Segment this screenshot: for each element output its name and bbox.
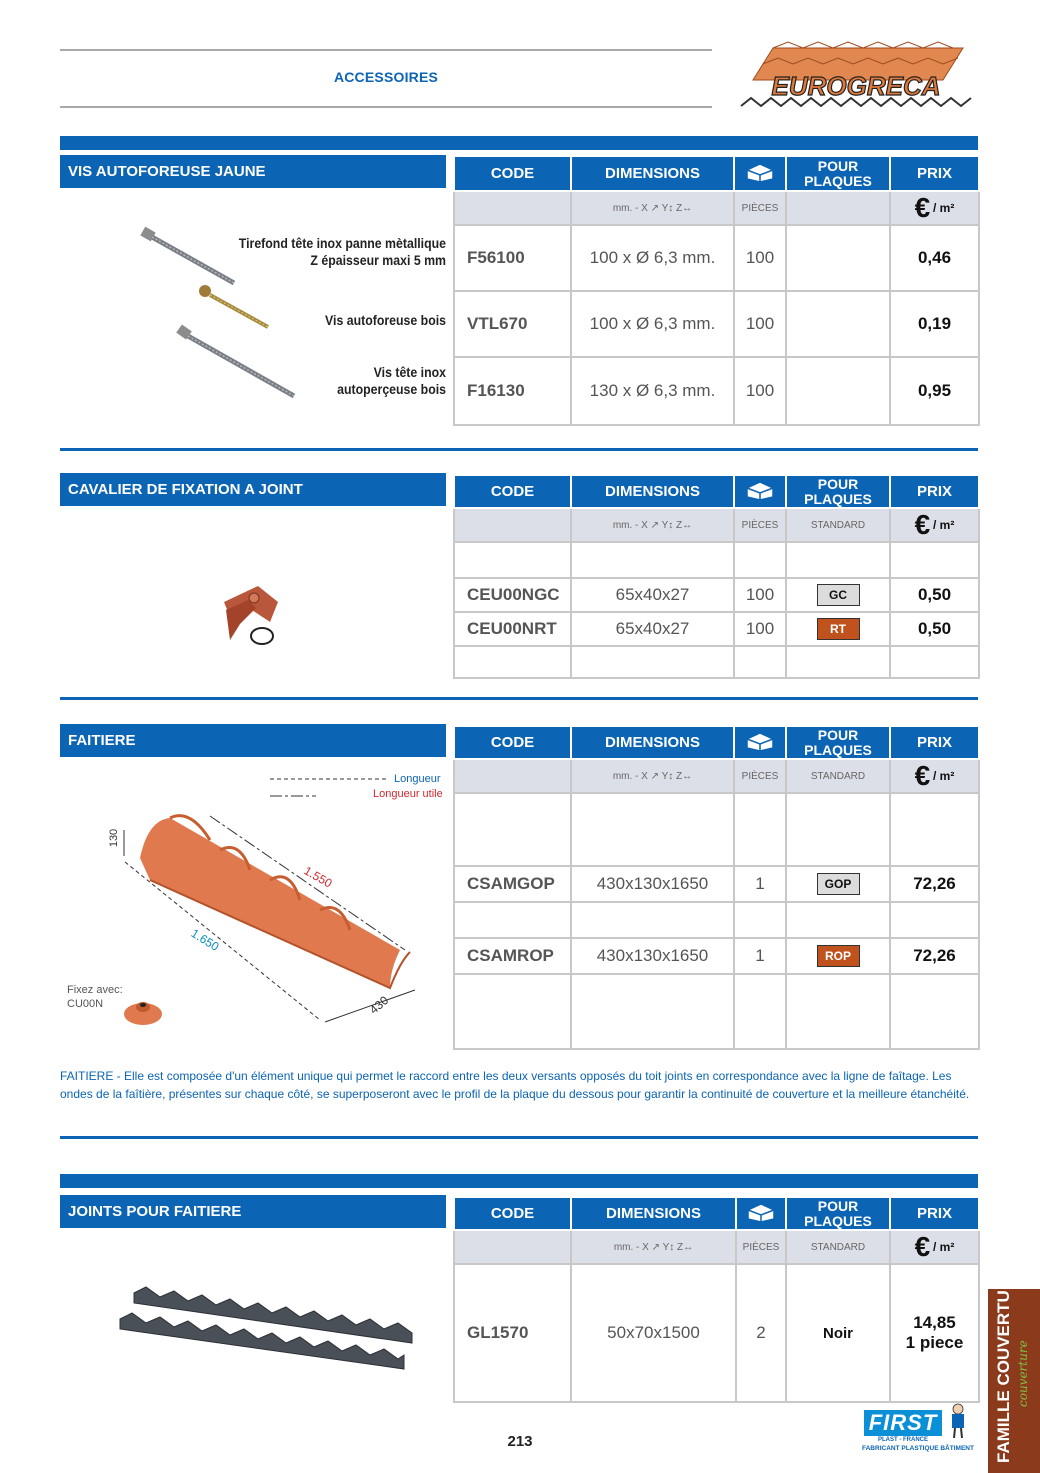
logo-sub1: PLAST - FRANCE [878, 1437, 928, 1443]
sub-cell [454, 508, 571, 542]
sub-cell [454, 759, 571, 793]
spacer-row [454, 902, 979, 938]
row-dimensions: 430x130x1650 [571, 938, 734, 974]
pieces-sub: PIÈCES [734, 759, 786, 793]
axis-cell [571, 759, 734, 793]
col-header-pour-plaques [786, 726, 890, 759]
fixez-note [67, 983, 123, 1011]
header-line: PLAQUES [804, 172, 872, 189]
dim-130: 130 [108, 828, 121, 848]
pieces-sub: PIÈCES [734, 508, 786, 542]
page-title: ACCESSOIRES [333, 69, 439, 85]
product-label-vis-inox [217, 364, 446, 398]
spacer-row [454, 793, 979, 866]
header-line: PLAQUES [804, 1212, 872, 1229]
col-header-dimensions: DIMENSIONS [571, 1197, 736, 1230]
row-plaques [786, 866, 890, 902]
axis-cell [571, 508, 734, 542]
section-divider [60, 448, 978, 451]
row-code: F16130 [454, 357, 571, 425]
table-joints [453, 1196, 980, 1403]
side-tab-label: FAMILLE COUVERTURE [994, 1266, 1013, 1463]
xyz-axes-icon: ↗ Y↕ Z↔ [651, 1241, 694, 1253]
box-icon [734, 726, 786, 759]
price-unit-cell [890, 508, 979, 542]
row-dimensions: 430x130x1650 [571, 866, 734, 902]
row-pieces: 100 [734, 357, 786, 425]
section-divider [60, 1136, 978, 1139]
section-title-joints: JOINTS POUR FAITIERE [60, 1195, 446, 1228]
header-line: PLAQUES [804, 490, 872, 507]
header-line: POUR [817, 157, 859, 174]
row-prix: 72,26 [890, 866, 979, 902]
xyz-axes-icon: ↗ Y↕ Z↔ [650, 202, 693, 214]
brand-text: EUROGRECA [771, 71, 941, 101]
axis-label: mm. - X [612, 202, 648, 214]
price-unit-cell [890, 1230, 979, 1264]
row-standard: Noir [786, 1264, 890, 1402]
col-header-pour-plaques [786, 1197, 890, 1230]
col-header-dimensions: DIMENSIONS [571, 475, 734, 508]
prix-unit-note: 1 piece [905, 1333, 964, 1352]
axis-cell [571, 1230, 736, 1264]
axis-label: mm. - X [613, 1241, 649, 1253]
col-header-code: CODE [454, 726, 571, 759]
label-line: autoperçeuse bois [337, 381, 446, 397]
pieces-sub: PIÈCES [736, 1230, 786, 1264]
row-prix: 72,26 [890, 938, 979, 974]
row-pieces: 1 [734, 866, 786, 902]
col-header-pour-plaques [786, 475, 890, 508]
sub-cell [786, 191, 890, 225]
table-row [454, 938, 979, 974]
header-bottom-line [60, 106, 712, 108]
cu00n-washer-image [122, 995, 164, 1027]
dim-430: 430 [366, 993, 392, 1017]
table-row [454, 225, 979, 291]
price-unit-cell [890, 191, 979, 225]
row-prix: 0,46 [890, 225, 979, 291]
col-header-prix: PRIX [890, 156, 979, 191]
axis-label: mm. - X [612, 519, 648, 531]
row-dimensions: 100 x Ø 6,3 mm. [571, 291, 734, 357]
row-pieces: 100 [734, 291, 786, 357]
row-dimensions: 130 x Ø 6,3 mm. [571, 357, 734, 425]
row-pieces: 100 [734, 225, 786, 291]
standard-sub: STANDARD [786, 508, 890, 542]
mascot-icon [946, 1402, 970, 1440]
sub-cell [454, 1230, 571, 1264]
page-number: 213 [507, 1433, 533, 1450]
spacer-row [454, 542, 979, 578]
joints-image [118, 1283, 418, 1378]
row-code: CEU00NGC [454, 578, 571, 612]
row-code: CSAMGOP [454, 866, 571, 902]
product-label-vis-bois [217, 312, 446, 329]
col-header-dimensions: DIMENSIONS [571, 726, 734, 759]
row-prix: 0,95 [890, 357, 979, 425]
row-code: CSAMROP [454, 938, 571, 974]
legend-longueur-utile: Longueur utile [373, 788, 443, 800]
euro-icon: € [914, 1231, 931, 1262]
table-row [454, 1264, 979, 1402]
label-line: Vis tête inox [373, 364, 446, 380]
row-pieces: 2 [736, 1264, 786, 1402]
row-pieces: 100 [734, 578, 786, 612]
header-line: POUR [817, 1197, 859, 1214]
fixez-line: CU00N [67, 998, 104, 1010]
product-label-tirefond [217, 235, 446, 269]
price-unit: / m² [933, 518, 955, 532]
row-plaques [786, 357, 890, 425]
box-icon [734, 156, 786, 191]
col-header-code: CODE [454, 475, 571, 508]
row-dimensions: 65x40x27 [571, 578, 734, 612]
dim-1650: 1.650 [188, 926, 222, 954]
label-line: Vis autoforeuse bois [325, 312, 446, 328]
side-tab-brand: couverture [1016, 1340, 1030, 1407]
axis-label: mm. - X [612, 770, 648, 782]
section-top-bar [60, 1174, 978, 1188]
dim-1550: 1.550 [301, 863, 335, 891]
spacer-row [454, 974, 979, 1049]
standard-sub: STANDARD [786, 759, 890, 793]
xyz-axes-icon: ↗ Y↕ Z↔ [650, 770, 693, 782]
row-pieces: 1 [734, 938, 786, 974]
axis-cell [571, 191, 734, 225]
col-header-dimensions: DIMENSIONS [571, 156, 734, 191]
col-header-prix: PRIX [890, 726, 979, 759]
row-code: CEU00NRT [454, 612, 571, 646]
section-divider [60, 697, 978, 700]
table-row [454, 578, 979, 612]
row-plaques [786, 938, 890, 974]
section-title-vis: VIS AUTOFOREUSE JAUNE [60, 155, 446, 188]
table-row [454, 866, 979, 902]
row-plaques [786, 612, 890, 646]
logo-wordmark: FIRST [864, 1410, 942, 1436]
col-header-code: CODE [454, 156, 571, 191]
table-vis [453, 155, 980, 426]
euro-icon: € [914, 509, 931, 540]
legend-longueur: Longueur [394, 773, 441, 785]
row-plaques [786, 578, 890, 612]
box-icon [734, 475, 786, 508]
row-code: GL1570 [454, 1264, 571, 1402]
col-header-pour-plaques [786, 156, 890, 191]
row-pieces: 100 [734, 612, 786, 646]
col-header-code: CODE [454, 1197, 571, 1230]
row-prix: 0,50 [890, 578, 979, 612]
header-line: PLAQUES [804, 741, 872, 758]
row-code: VTL670 [454, 291, 571, 357]
price-unit: / m² [933, 769, 955, 783]
pieces-sub: PIÈCES [734, 191, 786, 225]
cavalier-image [218, 580, 288, 650]
table-faitiere [453, 725, 980, 1050]
row-code: F56100 [454, 225, 571, 291]
price-unit-cell [890, 759, 979, 793]
label-line: Z épaisseur maxi 5 mm [310, 252, 446, 268]
first-plast-logo [862, 1408, 972, 1456]
badge-rt: RT [817, 618, 860, 640]
section-title-faitiere: FAITIERE [60, 724, 446, 757]
section-top-bar [60, 136, 978, 150]
price-unit: / m² [933, 1240, 955, 1254]
row-prix: 0,50 [890, 612, 979, 646]
faitiere-description: FAITIERE - Elle est composée d'un élément unique qui permet le raccord entre les deux versants opposés du toit joints en correspondance avec la ligne de faîtage. Les ondes de la faîtière, présentes sur chaque côté, se superposeront avec le profil de la plaque du dessous pour garantir la continuité de couverture et la meilleure étanchéité. [60, 1069, 970, 1101]
table-cavalier [453, 474, 980, 679]
table-row [454, 357, 979, 425]
logo-sub2: FABRICANT PLASTIQUE BÂTIMENT [862, 1445, 974, 1452]
euro-icon: € [914, 760, 931, 791]
label-line: Tirefond tête inox panne mètallique [238, 235, 446, 251]
price-unit: / m² [933, 201, 955, 215]
row-prix [890, 1264, 979, 1402]
spacer-row [454, 646, 979, 678]
table-row [454, 612, 979, 646]
col-header-prix: PRIX [890, 475, 979, 508]
header-line: POUR [817, 726, 859, 743]
table-row [454, 291, 979, 357]
row-dimensions: 50x70x1500 [571, 1264, 736, 1402]
standard-sub: STANDARD [786, 1230, 890, 1264]
col-header-prix: PRIX [890, 1197, 979, 1230]
sub-cell [454, 191, 571, 225]
row-plaques [786, 225, 890, 291]
euro-icon: € [914, 192, 931, 223]
row-dimensions: 100 x Ø 6,3 mm. [571, 225, 734, 291]
badge-rop: ROP [817, 945, 860, 967]
header-top-line [60, 49, 712, 51]
header-line: POUR [817, 475, 859, 492]
fixez-line: Fixez avec: [67, 984, 123, 996]
prix-value: 14,85 [913, 1313, 956, 1332]
xyz-axes-icon: ↗ Y↕ Z↔ [650, 519, 693, 531]
eurogreca-logo [733, 40, 979, 114]
badge-gc: GC [817, 584, 860, 606]
row-prix: 0,19 [890, 291, 979, 357]
box-icon [736, 1197, 786, 1230]
row-plaques [786, 291, 890, 357]
side-tab-famille [988, 1266, 1040, 1473]
section-title-cavalier: CAVALIER DE FIXATION A JOINT [60, 473, 446, 506]
row-dimensions: 65x40x27 [571, 612, 734, 646]
badge-gop: GOP [817, 873, 860, 895]
